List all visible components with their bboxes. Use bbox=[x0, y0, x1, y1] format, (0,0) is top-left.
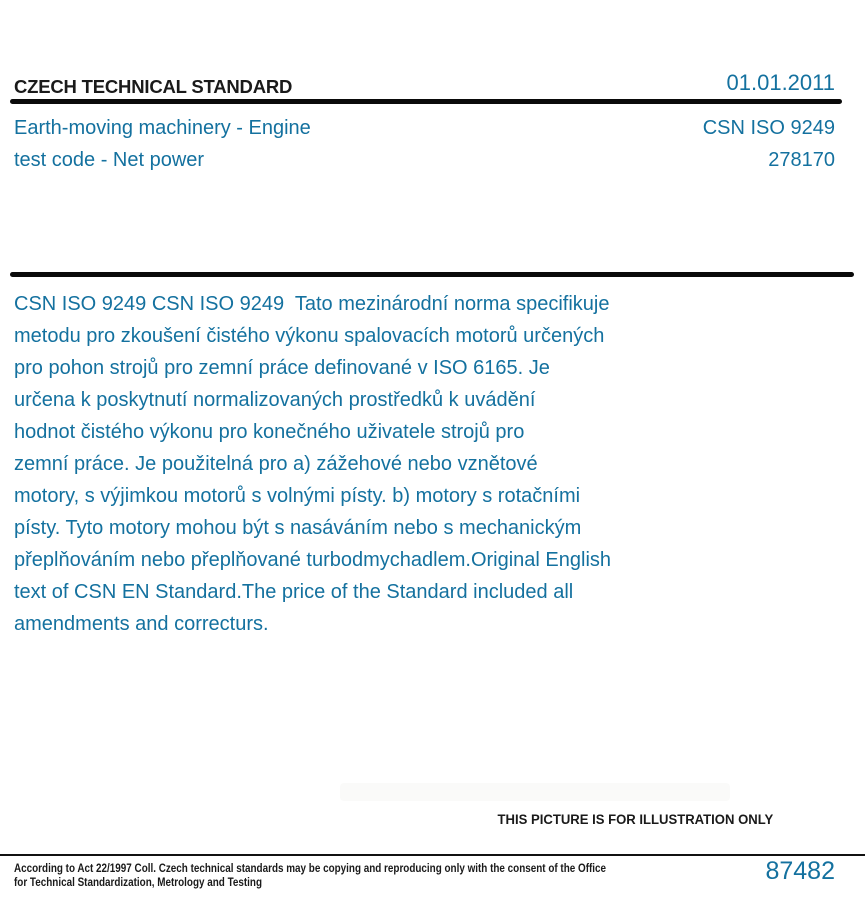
abstract-line: určena k poskytnutí normalizovaných prostředků k uvádění bbox=[14, 389, 536, 411]
standard-code: CSN ISO 9249 bbox=[702, 117, 835, 139]
footer-rule bbox=[0, 854, 865, 856]
abstract-rule bbox=[10, 272, 854, 277]
effective-date: 01.01.2011 bbox=[726, 70, 835, 95]
page-title: CZECH TECHNICAL STANDARD bbox=[14, 76, 293, 97]
abstract-line: metodu pro zkoušení čistého výkonu spalovacích motorů určených bbox=[14, 325, 605, 347]
standard-catalog-number: 278170 bbox=[768, 149, 835, 171]
standard-reference bbox=[703, 112, 835, 176]
abstract-line: amendments and correcturs. bbox=[14, 613, 269, 635]
abstract-paragraph bbox=[14, 288, 611, 640]
standard-title-line: Earth-moving machinery - Engine bbox=[14, 117, 311, 139]
abstract-line: přeplňováním nebo přeplňované turbodmychadlem.Original English bbox=[14, 549, 612, 571]
copyright-note-line: According to Act 22/1997 Coll. Czech technical standards may be copying and reproducing only with the consent of the Office bbox=[14, 863, 607, 875]
faint-watermark-artifact bbox=[340, 783, 730, 801]
abstract-line: text of CSN EN Standard.The price of the Standard included all bbox=[14, 581, 574, 603]
abstract-line: CSN ISO 9249 CSN ISO 9249 Tato mezinárodní norma specifikuje bbox=[14, 293, 610, 315]
abstract-line: hodnot čistého výkonu pro konečného uživatele strojů pro bbox=[14, 421, 525, 443]
header-rule bbox=[10, 99, 842, 104]
standard-title bbox=[14, 112, 311, 176]
illustration-disclaimer: THIS PICTURE IS FOR ILLUSTRATION ONLY bbox=[497, 812, 773, 827]
standard-title-line: test code - Net power bbox=[14, 149, 205, 171]
copyright-note bbox=[14, 862, 606, 890]
copyright-note-line: for Technical Standardization, Metrology and Testing bbox=[14, 877, 263, 889]
abstract-line: písty. Tyto motory mohou být s nasáváním nebo s mechanickým bbox=[14, 517, 582, 539]
abstract-line: motory, s výjimkou motorů s volnými písty. b) motory s rotačními bbox=[14, 485, 581, 507]
abstract-line: zemní práce. Je použitelná pro a) zážehové nebo vznětové bbox=[14, 453, 538, 475]
document-number: 87482 bbox=[765, 857, 835, 885]
abstract-line: pro pohon strojů pro zemní práce definované v ISO 6165. Je bbox=[14, 357, 550, 379]
